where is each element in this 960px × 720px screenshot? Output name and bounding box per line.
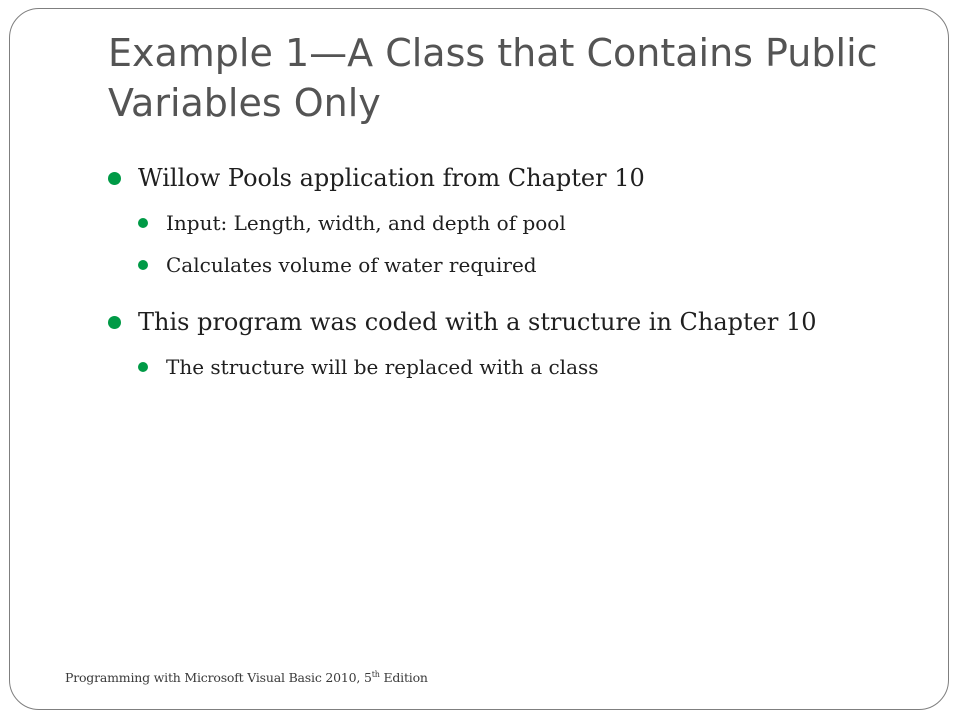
footer-suffix: Edition (379, 670, 428, 685)
sub-bullet-item (138, 244, 908, 286)
sub-bullet-text: Calculates volume of water required (166, 253, 537, 277)
bullet-item (108, 304, 908, 388)
bullet-list (108, 160, 908, 388)
sub-bullet-list (138, 346, 908, 388)
bullet-text: This program was coded with a structure in Chapter 10 (138, 308, 817, 336)
sub-bullet-text: Input: Length, width, and depth of pool (166, 211, 566, 235)
sub-bullet-list (138, 202, 908, 286)
slide-footer (65, 670, 428, 685)
bullet-dot-icon (108, 316, 121, 329)
bullet-dot-icon (108, 172, 121, 185)
bullet-dot-icon (138, 362, 148, 372)
bullet-dot-icon (138, 218, 148, 228)
sub-bullet-item (138, 346, 908, 388)
bullet-dot-icon (138, 260, 148, 270)
footer-text: Programming with Microsoft Visual Basic 2010, 5 (65, 670, 372, 685)
slide-title: Example 1—A Class that Contains Public Variables Only (108, 31, 878, 125)
sub-bullet-item (138, 202, 908, 244)
sub-bullet-text: The structure will be replaced with a class (166, 355, 599, 379)
footer-superscript: th (371, 670, 380, 679)
bullet-text: Willow Pools application from Chapter 10 (138, 164, 645, 192)
bullet-item (108, 160, 908, 286)
